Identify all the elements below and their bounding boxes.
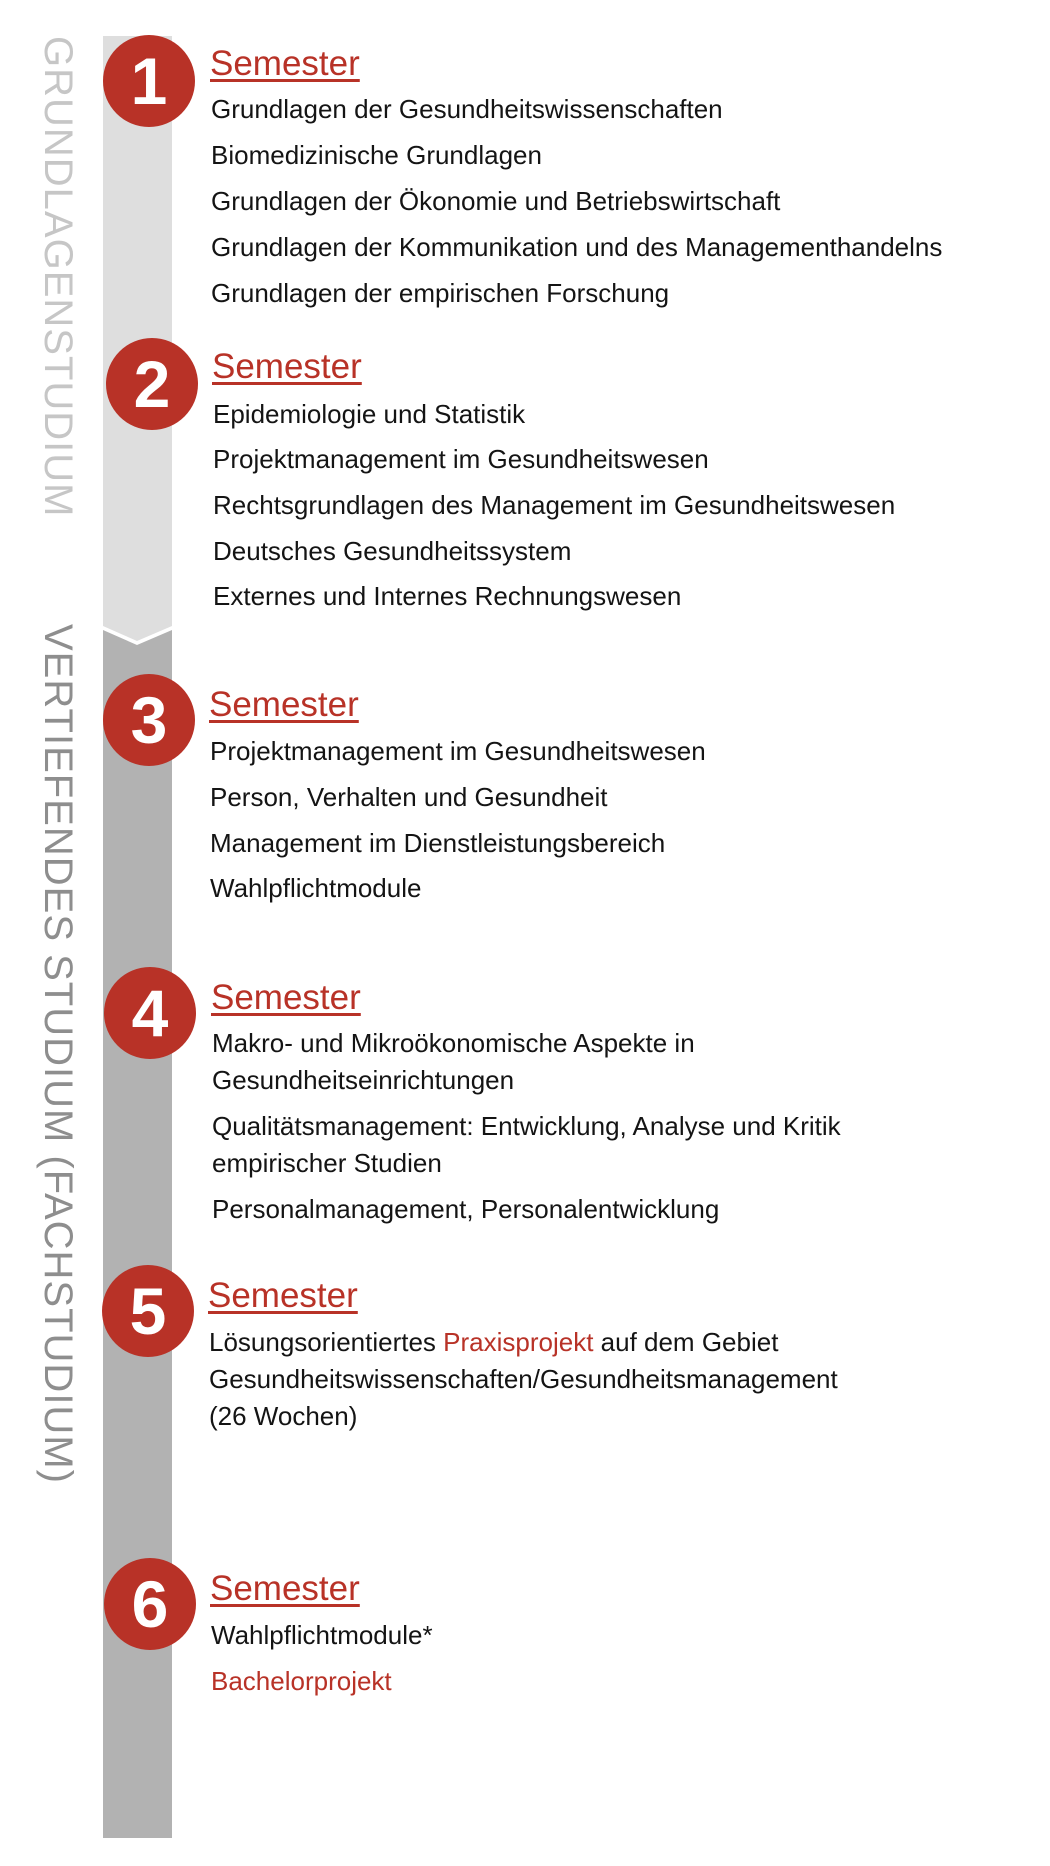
semester-3-course: Projektmanagement im Gesundheitswesen (210, 736, 706, 766)
semester-5-course (209, 1324, 778, 1361)
semester-4-course: empirischer Studien (212, 1148, 442, 1178)
semester-5-course: Gesundheitswissenschaften/Gesundheitsmanagement (209, 1364, 838, 1394)
praxisprojekt-highlight: Praxisprojekt (443, 1327, 594, 1357)
semester-5-course: (26 Wochen) (209, 1401, 358, 1431)
semester-1-course: Grundlagen der Kommunikation und des Managementhandelns (211, 232, 943, 262)
semester-4-course: Personalmanagement, Personalentwicklung (212, 1194, 720, 1224)
semester-3-course: Management im Dienstleistungsbereich (210, 828, 666, 858)
semester-5-title: Semester (208, 1276, 358, 1315)
course-text: Lösungsorientiertes (209, 1327, 444, 1357)
semester-1-course: Grundlagen der empirischen Forschung (211, 278, 670, 308)
semester-2-badge: 2 (106, 338, 198, 430)
semester-4-title: Semester (211, 978, 361, 1017)
phase-label-grundlagen: GRUNDLAGENSTUDIUM (36, 36, 80, 518)
semester-2-course: Externes und Internes Rechnungswesen (213, 581, 682, 611)
semester-1-course: Biomedizinische Grundlagen (211, 140, 542, 170)
semester-4-course: Gesundheitseinrichtungen (212, 1065, 515, 1095)
semester-1-course: Grundlagen der Gesundheitswissenschaften (211, 94, 723, 124)
semester-1-title: Semester (210, 44, 360, 83)
course-text: auf dem Gebiet (593, 1327, 779, 1357)
semester-4-course: Makro- und Mikroökonomische Aspekte in (212, 1028, 695, 1058)
semester-6-title: Semester (210, 1569, 360, 1608)
semester-3-course: Person, Verhalten und Gesundheit (210, 782, 608, 812)
semester-6-course: Wahlpflichtmodule* (211, 1620, 433, 1650)
semester-4-course: Qualitätsmanagement: Entwicklung, Analyse und Kritik (212, 1111, 841, 1141)
semester-3-title: Semester (209, 685, 359, 724)
semester-6-badge: 6 (104, 1558, 196, 1650)
semester-1-course: Grundlagen der Ökonomie und Betriebswirtschaft (211, 186, 781, 216)
semester-3-badge: 3 (103, 674, 195, 766)
semester-2-title: Semester (212, 347, 362, 386)
semester-1-badge: 1 (103, 35, 195, 127)
semester-2-course: Rechtsgrundlagen des Management im Gesundheitswesen (213, 490, 896, 520)
bachelorprojekt: Bachelorprojekt (211, 1666, 392, 1696)
semester-3-course: Wahlpflichtmodule (210, 873, 422, 903)
semester-2-course: Epidemiologie und Statistik (213, 399, 526, 429)
semester-4-badge: 4 (104, 967, 196, 1059)
semester-2-course: Deutsches Gesundheitssystem (213, 536, 572, 566)
semester-2-course: Projektmanagement im Gesundheitswesen (213, 444, 709, 474)
bar-vertiefend (103, 630, 172, 1838)
phase-label-vertiefend: VERTIEFENDES STUDIUM (FACHSTUDIUM) (36, 624, 80, 1484)
semester-5-badge: 5 (102, 1265, 194, 1357)
